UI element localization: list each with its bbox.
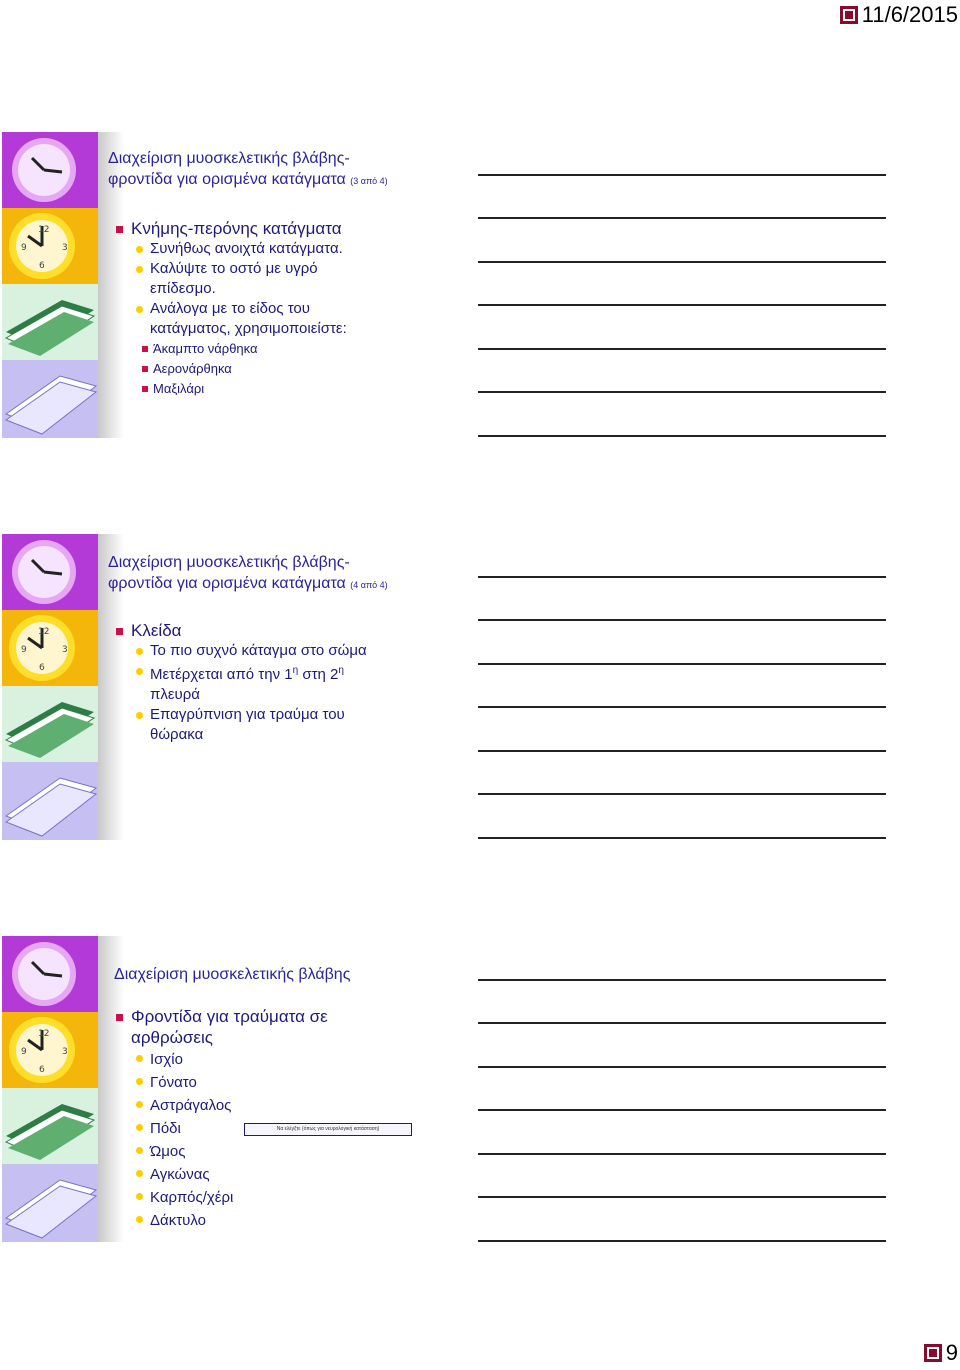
- note-line: [478, 619, 886, 621]
- list-item: Το πιο συχνό κάταγμα στο σώμα: [133, 641, 462, 661]
- callout-box: Να ελέγξτε (όπως για νευρολογική κατάσταση): [244, 1123, 412, 1136]
- decorative-image-strip: [2, 936, 98, 1242]
- note-line: [478, 1109, 886, 1111]
- list-item: Επαγρύπνιση για τραύμα του θώρακα: [133, 705, 380, 745]
- note-line: [478, 348, 886, 350]
- sub-list-item: Μαξιλάρι: [140, 379, 462, 399]
- note-line: [478, 174, 886, 176]
- decorative-image-strip: [2, 132, 98, 438]
- square-bullet-icon: [924, 1344, 942, 1362]
- date-text: 11/6/2015: [861, 2, 958, 27]
- slide-title: [108, 148, 388, 192]
- title-note: (4 από 4): [350, 580, 388, 590]
- slide-1: [2, 132, 470, 438]
- slide-title: Διαχείριση μυοσκελετικής βλάβης: [114, 966, 351, 983]
- page-number-text: 9: [945, 1340, 958, 1365]
- note-line: [478, 217, 886, 219]
- note-line: [478, 1022, 886, 1024]
- title-line-2: φροντίδα για ορισμένα κατάγματα: [108, 575, 346, 592]
- decorative-image-strip: [2, 534, 98, 840]
- list-item: Γόνατο: [133, 1071, 462, 1094]
- list-item: Δάκτυλο: [133, 1209, 462, 1232]
- title-line-1: Διαχείριση μυοσκελετικής βλάβης-: [108, 150, 350, 167]
- note-line: [478, 706, 886, 708]
- note-line: [478, 837, 886, 839]
- list-item: Μετέρχεται από την $1^\eta$ στη $2^\eta$ πλευρά: [133, 661, 380, 705]
- note-line: [478, 435, 886, 437]
- note-line: [478, 261, 886, 263]
- note-line: [478, 576, 886, 578]
- note-line: [478, 663, 886, 665]
- list-item: Συνήθως ανοιχτά κατάγματα.: [133, 239, 462, 259]
- title-note: (3 από 4): [350, 176, 388, 186]
- list-item: Καλύψτε το οστό με υγρό επίδεσμο.: [133, 259, 350, 299]
- page-number: [924, 1340, 958, 1366]
- bullet-heading: Κλείδα: [114, 620, 462, 641]
- title-line-2: φροντίδα για ορισμένα κατάγματα: [108, 171, 346, 188]
- note-line: [478, 1153, 886, 1155]
- list-item: Ισχίο: [133, 1048, 462, 1071]
- bullet-heading: Φροντίδα για τραύματα σε αρθρώσεις: [114, 1006, 371, 1048]
- bullet-heading: Κνήμης-περόνης κατάγματα: [114, 218, 462, 239]
- square-bullet-icon: [840, 6, 858, 24]
- list-item: Ώμος: [133, 1140, 462, 1163]
- note-line: [478, 304, 886, 306]
- note-line: [478, 1066, 886, 1068]
- list-item: Πόδι: [133, 1117, 462, 1140]
- list-item: Καρπός/χέρι: [133, 1186, 462, 1209]
- bullet-list: [114, 1006, 462, 1232]
- note-line: [478, 391, 886, 393]
- note-line: [478, 793, 886, 795]
- header-date: [840, 2, 958, 28]
- list-item: Ανάλογα με το είδος του κατάγματος, χρησιμοποιείστε:: [133, 299, 390, 339]
- sub-list-item: Αερονάρθηκα: [140, 359, 462, 379]
- note-line: [478, 1196, 886, 1198]
- slide-title: [108, 552, 388, 596]
- slide-3: [2, 936, 470, 1242]
- sub-list-item: Άκαμπτο νάρθηκα: [140, 339, 462, 359]
- slide-2: [2, 534, 470, 840]
- note-line: [478, 979, 886, 981]
- title-line-1: Διαχείριση μυοσκελετικής βλάβης-: [108, 554, 350, 571]
- bullet-list: [114, 218, 462, 399]
- note-line: [478, 750, 886, 752]
- bullet-list: [114, 620, 462, 745]
- list-item: Αγκώνας: [133, 1163, 462, 1186]
- list-item: Αστράγαλος: [133, 1094, 462, 1117]
- note-line: [478, 1240, 886, 1242]
